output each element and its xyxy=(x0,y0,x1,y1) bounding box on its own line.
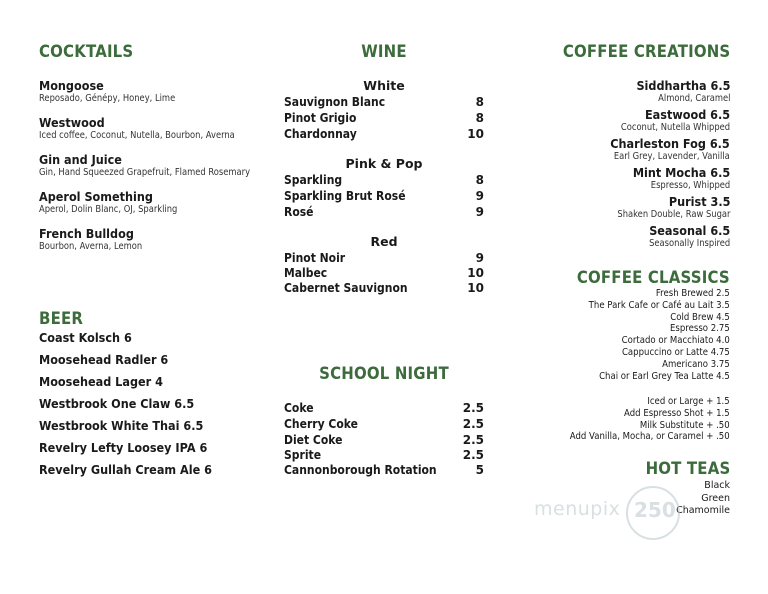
soda-name: Cannonborough Rotation xyxy=(284,463,437,477)
soda-name: Cherry Coke xyxy=(284,417,358,431)
soda-price: 2.5 xyxy=(462,417,484,431)
cocktail-desc: Aperol, Dolin Blanc, OJ, Sparkling xyxy=(39,204,178,215)
soda-item xyxy=(284,401,484,416)
wine-section-title: Pink & Pop xyxy=(345,156,423,171)
wine-price: 10 xyxy=(467,266,484,280)
wine-name: Pinot Grigio xyxy=(284,111,357,125)
cocktails-heading: COCKTAILS xyxy=(39,42,134,62)
beer-item: Westbrook White Thai 6.5 xyxy=(39,418,204,433)
wine-price: 10 xyxy=(467,281,484,295)
wine-name: Chardonnay xyxy=(284,127,357,141)
classic-item: Cortado or Macchiato 4.0 xyxy=(621,335,730,347)
coffee-creation-item xyxy=(602,194,730,221)
tea-item: Green xyxy=(701,492,730,504)
soda-item xyxy=(284,433,484,448)
cocktail-desc: Reposado, Génépy, Honey, Lime xyxy=(39,93,176,104)
soda-item xyxy=(284,417,484,432)
wine-name: Sparkling Brut Rosé xyxy=(284,189,406,203)
watermark-text: menupix xyxy=(534,498,621,520)
coffee-creation-item xyxy=(606,107,730,134)
cocktail-item xyxy=(39,189,196,216)
cocktail-name: Mongoose xyxy=(39,78,104,93)
beer-item: Coast Kolsch 6 xyxy=(39,330,132,345)
cocktail-name: French Bulldog xyxy=(39,226,134,241)
wine-price: 9 xyxy=(475,205,484,219)
wine-item xyxy=(284,95,484,110)
coffee-addons-list xyxy=(552,396,730,443)
hot-teas-list xyxy=(676,480,730,518)
coffee-creation-item xyxy=(638,223,730,250)
wine-item xyxy=(284,127,484,142)
soda-item xyxy=(284,448,484,463)
wine-price: 10 xyxy=(467,127,484,141)
addon-item: Iced or Large + 1.5 xyxy=(647,396,730,407)
creation-name: Seasonal 6.5 xyxy=(648,223,730,238)
tea-item: Black xyxy=(704,480,730,491)
wine-name: Rosé xyxy=(284,205,314,219)
classic-item: Fresh Brewed 2.5 xyxy=(656,288,730,299)
wine-item xyxy=(284,189,484,204)
beer-item: Revelry Lefty Loosey IPA 6 xyxy=(39,440,208,455)
classic-item: Cappuccino or Latte 4.75 xyxy=(622,346,730,358)
wine-price: 8 xyxy=(475,173,484,187)
wine-item xyxy=(284,173,484,188)
classic-item: Espresso 2.75 xyxy=(670,323,730,335)
wine-price: 8 xyxy=(475,95,484,109)
cocktail-name: Gin and Juice xyxy=(39,152,122,167)
wine-item xyxy=(284,111,484,126)
menupix-watermark xyxy=(534,486,684,546)
creation-desc: Shaken Double, Raw Sugar xyxy=(616,209,730,220)
soda-name: Coke xyxy=(284,401,314,415)
cocktail-item xyxy=(39,226,156,253)
beer-item: Moosehead Lager 4 xyxy=(39,374,163,389)
beer-heading: BEER xyxy=(39,309,84,329)
wine-section-title: Red xyxy=(370,234,398,249)
creation-desc: Espresso, Whipped xyxy=(650,180,730,191)
wine-name: Pinot Noir xyxy=(284,251,346,265)
coffee-creations-heading: COFFEE CREATIONS xyxy=(562,42,730,62)
cocktail-desc: Gin, Hand Squeezed Grapefruit, Flamed Rosemary xyxy=(39,167,251,178)
cocktail-item xyxy=(39,78,194,105)
creation-desc: Coconut, Nutella Whipped xyxy=(620,122,730,133)
beer-item: Revelry Gullah Cream Ale 6 xyxy=(39,462,212,477)
wine-name: Cabernet Sauvignon xyxy=(284,281,408,295)
wine-name: Malbec xyxy=(284,266,328,280)
wine-price: 9 xyxy=(475,251,484,265)
wine-section-title: White xyxy=(363,78,405,93)
addon-item: Milk Substitute + .50 xyxy=(640,419,730,431)
beer-list xyxy=(39,330,231,484)
coffee-classics-heading: COFFEE CLASSICS xyxy=(577,268,730,288)
tea-item: Chamomile xyxy=(676,505,730,516)
wine-item xyxy=(284,205,484,220)
wine-price: 8 xyxy=(475,111,484,125)
creation-desc: Seasonally Inspired xyxy=(648,238,730,249)
creation-name: Purist 3.5 xyxy=(668,194,730,209)
soda-item xyxy=(284,463,484,478)
cocktail-item xyxy=(39,115,262,142)
addon-item: Add Vanilla, Mocha, or Caramel + .50 xyxy=(570,431,730,443)
creation-name: Siddhartha 6.5 xyxy=(635,78,730,93)
soda-name: Sprite xyxy=(284,448,322,462)
wine-price: 9 xyxy=(475,189,484,203)
cocktail-desc: Bourbon, Averna, Lemon xyxy=(39,241,143,252)
wine-item xyxy=(284,251,484,266)
classic-item: Americano 3.75 xyxy=(662,358,730,370)
wine-heading: WINE xyxy=(361,42,407,62)
coffee-creation-item xyxy=(626,78,731,105)
beer-item: Westbrook One Claw 6.5 xyxy=(39,396,195,411)
coffee-classics-list xyxy=(573,288,730,382)
wine-item xyxy=(284,281,484,296)
coffee-creation-item xyxy=(597,136,730,163)
wine-item xyxy=(284,266,484,281)
creation-name: Charleston Fog 6.5 xyxy=(610,136,730,151)
soda-price: 5 xyxy=(475,463,484,477)
creation-desc: Earl Grey, Lavender, Vanilla xyxy=(614,151,730,162)
cocktail-name: Westwood xyxy=(39,115,105,130)
cocktail-desc: Iced coffee, Coconut, Nutella, Bourbon, Averna xyxy=(39,130,235,141)
soda-price: 2.5 xyxy=(462,401,484,415)
beer-item: Moosehead Radler 6 xyxy=(39,352,169,367)
watermark-badge-number: 250 xyxy=(634,498,676,522)
wine-name: Sparkling xyxy=(284,173,343,187)
hot-teas-heading: HOT TEAS xyxy=(645,459,730,479)
soda-name: Diet Coke xyxy=(284,433,343,447)
cocktail-item xyxy=(39,152,279,179)
creation-desc: Almond, Caramel xyxy=(657,93,730,104)
creation-name: Mint Mocha 6.5 xyxy=(632,165,730,180)
wine-name: Sauvignon Blanc xyxy=(284,95,386,109)
soda-price: 2.5 xyxy=(462,448,484,462)
classic-item: Cold Brew 4.5 xyxy=(670,311,730,323)
addon-item: Add Espresso Shot + 1.5 xyxy=(624,407,730,419)
creation-name: Eastwood 6.5 xyxy=(644,107,730,122)
classic-item: The Park Cafe or Café au Lait 3.5 xyxy=(588,299,730,311)
school-night-heading: SCHOOL NIGHT xyxy=(319,364,449,384)
classic-item: Chai or Earl Grey Tea Latte 4.5 xyxy=(599,370,730,382)
soda-price: 2.5 xyxy=(462,433,484,447)
cocktail-name: Aperol Something xyxy=(39,189,153,204)
coffee-creation-item xyxy=(622,165,730,192)
